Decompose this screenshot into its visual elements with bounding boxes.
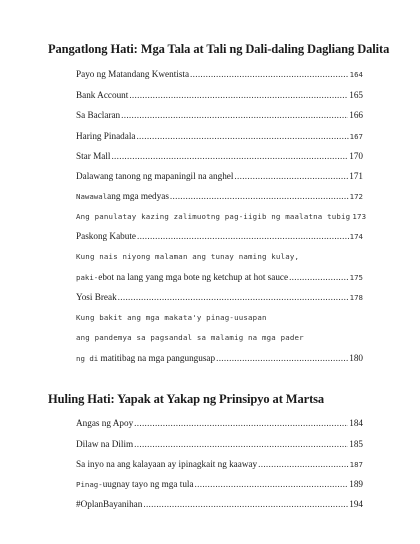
entry-page: 166	[349, 110, 363, 120]
entry-page: 167	[349, 132, 363, 141]
toc-entry[interactable]	[76, 477, 363, 491]
toc-entry[interactable]	[76, 129, 363, 143]
dot-leader	[258, 457, 349, 471]
toc-entry[interactable]	[76, 457, 363, 471]
entry-title: Paskong Kabute	[76, 231, 136, 241]
dot-leader	[234, 169, 348, 183]
dot-leader	[216, 351, 348, 365]
dot-leader	[118, 290, 349, 304]
dot-leader	[170, 189, 349, 203]
toc-entry[interactable]	[76, 149, 363, 163]
entry-title: Sa Baclaran	[76, 110, 121, 120]
toc-entry[interactable]	[76, 169, 363, 183]
entry-title: Dilaw na Dilim	[76, 439, 134, 449]
entry-title: Sa inyo na ang kalayaan ay ipinagkait ng kaaway	[76, 459, 258, 469]
entry-page: 184	[349, 418, 363, 428]
entry-title: Ang panulatay kazing zalimuotng pag-iigib ng maalatna tubig	[76, 212, 351, 221]
entry-page: 178	[349, 293, 363, 302]
dot-leader	[134, 437, 348, 451]
entry-page: 170	[349, 151, 363, 161]
entry-title: Yosi Break	[76, 292, 117, 302]
dot-leader	[289, 270, 349, 284]
entry-title: ng di matitibag na mga pangungusap	[76, 353, 216, 363]
toc-entry[interactable]	[76, 189, 363, 203]
dot-leader	[136, 129, 348, 143]
toc-entry[interactable]	[76, 209, 367, 223]
entry-title-line[interactable]: ang pandemya sa pagsandal sa malamig na mga pader	[76, 333, 304, 342]
dot-leader	[129, 88, 348, 102]
entry-title: Haring Pinadala	[76, 131, 136, 141]
section-title: Pangatlong Hati: Mga Tala at Tali ng Dali-daling Dagliang Dalita	[48, 42, 390, 56]
toc-entry[interactable]	[76, 108, 363, 122]
entry-page: 189	[349, 479, 363, 489]
toc-entry[interactable]	[76, 270, 363, 284]
entry-title: Payo ng Matandang Kwentista	[76, 69, 190, 79]
toc-entry[interactable]	[76, 88, 363, 102]
entry-page: 173	[352, 212, 367, 221]
entry-page: 171	[349, 171, 363, 181]
entry-title: Dalawang tanong ng mapaningil na anghel	[76, 171, 234, 181]
entry-title: Pinag-uugnay tayo ng mga tula	[76, 479, 194, 489]
entry-title-line[interactable]: Kung nais niyong malaman ang tunay naming kulay,	[76, 252, 300, 261]
entry-page: 180	[349, 353, 363, 363]
entry-page: 175	[349, 273, 363, 282]
toc-entry[interactable]	[76, 416, 363, 430]
dot-leader	[121, 108, 348, 122]
toc-entry[interactable]	[76, 497, 363, 511]
entry-page: 172	[349, 192, 363, 201]
section-title: Huling Hati: Yapak at Yakap ng Prinsipyo at Martsa	[48, 392, 325, 406]
dot-leader	[111, 149, 348, 163]
entry-page: 187	[349, 460, 363, 469]
entry-title: Bank Account	[76, 90, 129, 100]
entry-title: Star Mall	[76, 151, 111, 161]
entry-title: Nawawalang mga medyas	[76, 191, 169, 201]
entry-page: 165	[349, 90, 363, 100]
dot-leader	[195, 477, 349, 491]
entry-title-line[interactable]: Kung bakit ang mga makata'y pinag-uusapan	[76, 313, 267, 322]
entry-title: paki-ebot na lang yang mga bote ng ketchup at hot sauce	[76, 272, 289, 282]
entry-page: 164	[349, 70, 363, 79]
entry-page: 174	[349, 232, 363, 241]
toc-entry[interactable]	[76, 437, 363, 451]
entry-page: 194	[349, 499, 363, 509]
toc-entry[interactable]	[76, 229, 363, 243]
toc-entry[interactable]	[76, 290, 363, 304]
entry-title: Angas ng Apoy	[76, 418, 134, 428]
entry-page: 185	[349, 439, 363, 449]
dot-leader	[143, 497, 348, 511]
dot-leader	[190, 67, 349, 81]
dot-leader	[134, 416, 348, 430]
dot-leader	[137, 229, 349, 243]
toc-entry[interactable]	[76, 67, 363, 81]
toc-entry[interactable]	[76, 351, 363, 365]
entry-title: #OplanBayanihan	[76, 499, 143, 509]
